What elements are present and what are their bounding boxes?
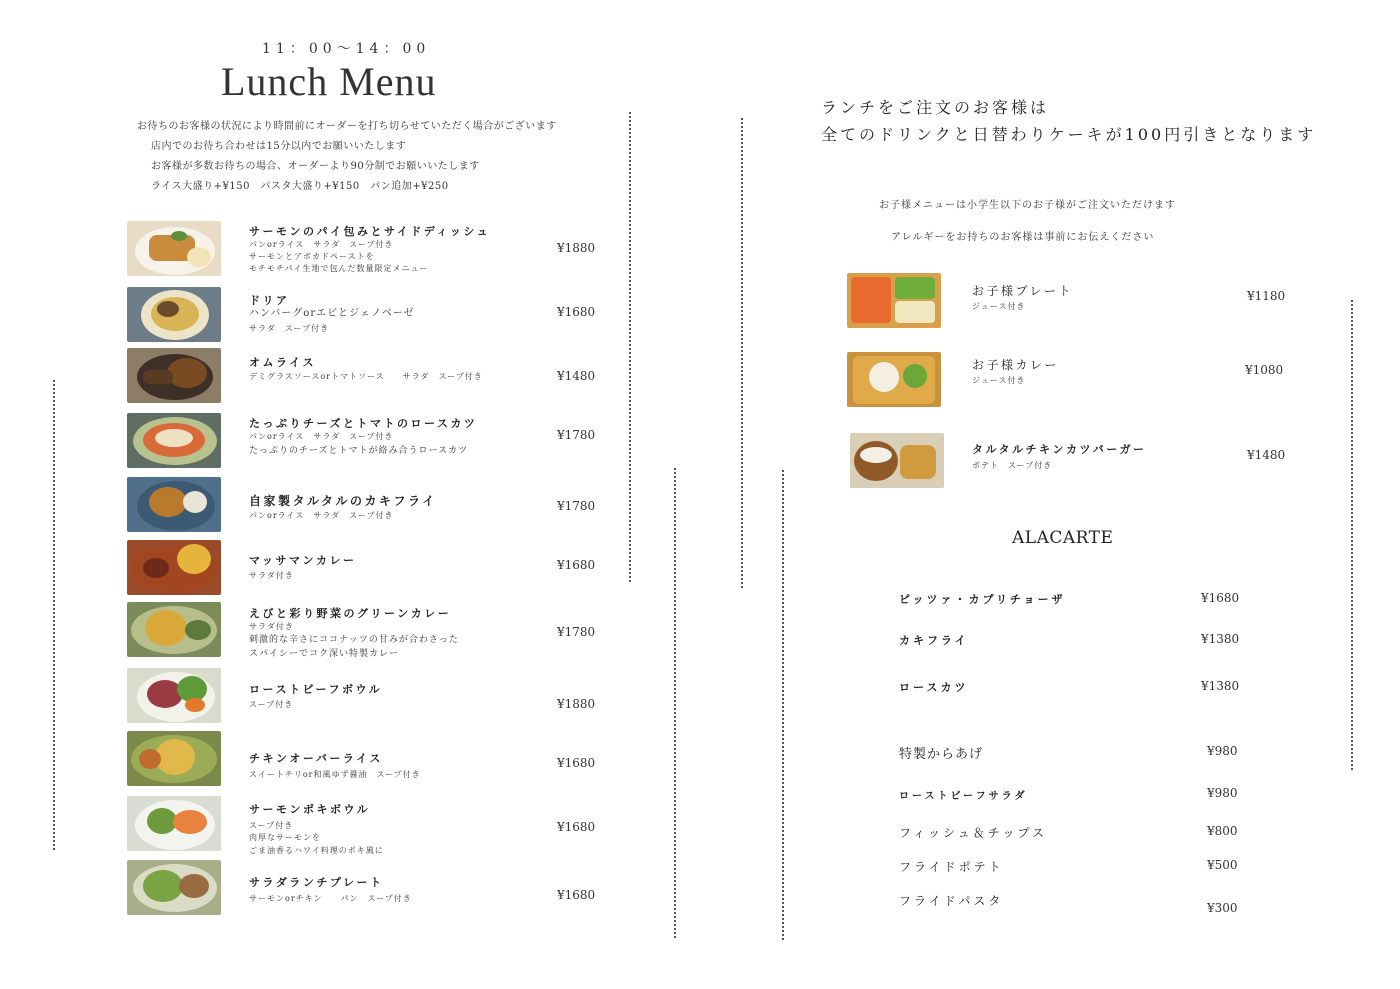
menu-item-desc: パンorライス サラダ スープ付き (249, 432, 394, 441)
menu-item-price: ¥1780 (557, 625, 596, 639)
menu-item-name: ドリア (249, 294, 290, 307)
menu-item-price: ¥1680 (557, 558, 596, 572)
menu-item-desc: 刺激的な辛さにココナッツの甘みが合わさった (249, 635, 459, 645)
salad-lunch-plate-photo (127, 860, 221, 915)
kids-item-price: ¥1180 (1247, 289, 1286, 303)
menu-item-desc: スープ付き (249, 700, 294, 709)
tartar-burger-photo (850, 433, 944, 488)
menu-item-desc: デミグラスソースorトマトソース サラダ スープ付き (249, 372, 483, 381)
dotted-rule (629, 112, 631, 582)
dotted-rule (741, 118, 743, 588)
kids-plate-photo (847, 273, 941, 328)
menu-item-desc: ハンバーグorエビとジェノベーゼ (249, 308, 415, 319)
menu-item-price: ¥1680 (557, 888, 596, 902)
green-curry-photo (127, 602, 221, 657)
menu-item-desc: たっぷりのチーズとトマトが絡み合うロースカツ (249, 446, 469, 456)
menu-item-desc: パンorライス サラダ スープ付き (249, 240, 394, 249)
menu-item-desc: ごま油香るハワイ料理のポキ風に (249, 846, 384, 855)
menu-item-price: ¥1680 (557, 820, 596, 834)
alacarte-item-price: ¥980 (1207, 786, 1238, 800)
alacarte-item-price: ¥1380 (1201, 679, 1240, 693)
alacarte-item-name: ローストビーフサラダ (899, 791, 1028, 802)
kids-curry-photo (847, 352, 941, 407)
menu-item-name: ローストビーフボウル (249, 683, 383, 696)
salmon-pie-photo (127, 221, 221, 276)
alacarte-item-name: フィッシュ＆チップス (899, 826, 1047, 840)
alacarte-item-name: フライドポテト (899, 860, 1004, 874)
alacarte-item-price: ¥500 (1207, 858, 1238, 872)
lunch-note: ライス大盛り+¥150 パスタ大盛り+¥150 パン追加+¥250 (151, 181, 449, 192)
menu-item-name: たっぷりチーズとトマトのロースカツ (249, 417, 478, 430)
menu-item-desc: モチモチパイ生地で包んだ数量限定メニュー (249, 264, 429, 273)
menu-item-name: サーモンポキボウル (249, 803, 371, 816)
lunch-note: お客様が多数お待ちの場合、オーダーより90分制でお願いいたします (151, 161, 480, 172)
alacarte-item-name: ロースカツ (899, 681, 969, 694)
lunch-note: お待ちのお客様の状況により時間前にオーダーを打ち切らせていただく場合がございます (137, 121, 557, 132)
alacarte-item-price: ¥980 (1207, 744, 1238, 758)
kids-item-name: お子様プレート (972, 284, 1074, 298)
menu-item-name: マッサマンカレー (249, 554, 357, 567)
menu-item-name: オムライス (249, 356, 317, 369)
discount-heading: 全てのドリンクと日替わりケーキが100円引きとなります (821, 125, 1317, 144)
salmon-poke-bowl-photo (127, 796, 221, 851)
menu-item-name: チキンオーバーライス (249, 752, 383, 765)
menu-item-desc: サーモンorチキン パン スープ付き (249, 894, 412, 903)
menu-item-desc: パンorライス サラダ スープ付き (249, 511, 394, 520)
lunch-note: 店内でのお待ち合わせは15分以内でお願いいたします (151, 141, 407, 152)
chicken-over-rice-photo (127, 731, 221, 786)
kids-item-price: ¥1480 (1247, 448, 1286, 462)
menu-item-name: えびと彩り野菜のグリーンカレー (249, 607, 452, 620)
alacarte-item-price: ¥800 (1207, 824, 1238, 838)
menu-item-price: ¥1780 (557, 428, 596, 442)
kids-item-price: ¥1080 (1245, 363, 1284, 377)
menu-item-price: ¥1880 (557, 697, 596, 711)
dotted-rule (1351, 300, 1353, 770)
menu-item-desc: スイートチリor和風ゆず醤油 スープ付き (249, 770, 421, 779)
roast-beef-bowl-photo (127, 668, 221, 723)
lunch-hours: 11：00～14：00 (262, 41, 431, 57)
alacarte-item-price: ¥1680 (1201, 591, 1240, 605)
dotted-rule (53, 380, 55, 850)
menu-item-name: サーモンのパイ包みとサイドディッシュ (249, 225, 491, 238)
menu-item-price: ¥1880 (557, 241, 596, 255)
menu-item-price: ¥1680 (557, 305, 596, 319)
menu-item-desc: サラダ スープ付き (249, 324, 330, 333)
alacarte-item-name: カキフライ (899, 634, 969, 647)
menu-item-desc: サラダ付き (249, 622, 294, 631)
allergy-note: アレルギーをお持ちのお客様は事前にお伝えください (891, 232, 1155, 243)
alacarte-item-price: ¥1380 (1201, 632, 1240, 646)
menu-item-desc: サーモンとアボカドペーストを (249, 252, 375, 261)
menu-item-price: ¥1480 (557, 369, 596, 383)
menu-item-desc: サラダ付き (249, 571, 294, 580)
cheese-tomato-katsu-photo (127, 413, 221, 468)
dotted-rule (782, 470, 784, 940)
fried-oyster-photo (127, 477, 221, 532)
kids-menu-note: お子様メニューは小学生以下のお子様がご注文いただけます (879, 200, 1176, 211)
menu-item-price: ¥1780 (557, 499, 596, 513)
kids-item-desc: ポテト スープ付き (972, 461, 1053, 470)
alacarte-item-name: フライドパスタ (899, 894, 1004, 908)
kids-item-desc: ジュース付き (972, 302, 1026, 311)
discount-heading: ランチをご注文のお客様は (821, 98, 1050, 117)
kids-item-name: お子様カレー (972, 358, 1060, 372)
menu-item-desc: スパイシーでコク深い特製カレー (249, 649, 400, 659)
dotted-rule (674, 468, 676, 938)
omurice-photo (127, 348, 221, 403)
alacarte-item-name: ピッツァ・カプリチョーザ (899, 593, 1066, 606)
massaman-curry-photo (127, 540, 221, 595)
menu-item-desc: 肉厚なサーモンを (249, 833, 321, 842)
kids-item-name: タルタルチキンカツバーガー (972, 443, 1147, 456)
doria-photo (127, 287, 221, 342)
menu-item-price: ¥1680 (557, 756, 596, 770)
menu-item-name: サラダランチプレート (249, 876, 384, 889)
menu-item-desc: スープ付き (249, 821, 294, 830)
alacarte-item-name: 特製からあげ (899, 747, 984, 762)
alacarte-title: ALACARTE (1012, 528, 1114, 548)
page-title: Lunch Menu (221, 59, 437, 104)
menu-item-name: 自家製タルタルのカキフライ (249, 494, 437, 508)
alacarte-item-price: ¥300 (1207, 901, 1238, 915)
kids-item-desc: ジュース付き (972, 376, 1026, 385)
